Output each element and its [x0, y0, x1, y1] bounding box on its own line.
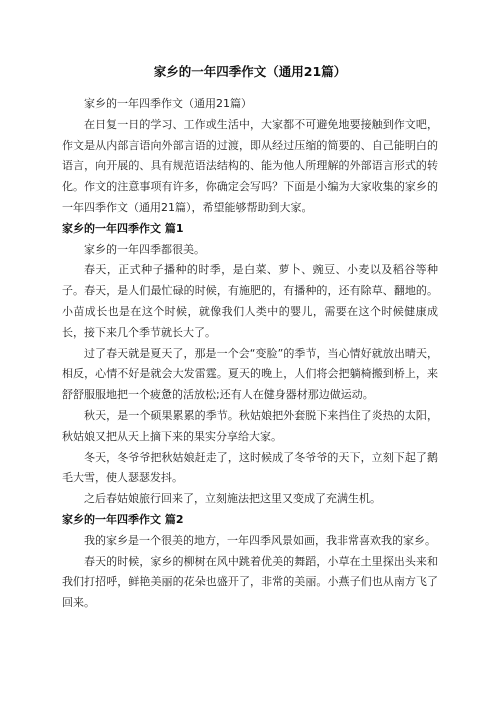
body-paragraph: 之后春姑娘旅行回来了，立刻施法把这里又变成了充满生机。 [84, 492, 381, 506]
section-heading: 家乡的一年四季作文 篇1 [62, 221, 184, 235]
intro-paragraph: 在日复一日的学习、工作或生活中，大家都不可避免地要接触到作文吧，作文是从内部言语向外部言语的过渡，即从经过压缩的简要的、自己能明白的语言，向开展的、具有规范语法结构的、能为他人所理解的外部语言形式的转化。作文的注意事项有许多，你确定会写吗？下面是小编为大家收集的家乡的一年四季作文（通用21篇），希望能够帮助到大家。 [62, 117, 438, 214]
intro-paragraph: 家乡的一年四季作文（通用21篇） [84, 97, 252, 110]
body-paragraph: 过了春天就是夏天了，那是一个会“变脸”的季节，当心情好就放出晴天，相反，心情不好是就会大发雷霆。夏天的晚上，人们将会把躺椅搬到桥上，来舒舒服服地把一个疲惫的活放松;还有人在健身器材那边做运动。 [62, 346, 438, 402]
body-paragraph: 春天，正式种子播种的时季，是白菜、萝卜、豌豆、小麦以及稻谷等种子。春天，是人们最忙碌的时候，有施肥的，有播种的，还有除草、翻地的。小苗成长也是在这个时候，就像我们人类中的婴儿，需要在这个时候健康成长，接下来几个季节就长大了。 [62, 263, 438, 339]
body-paragraph: 秋天，是一个硕果累累的季节。秋姑娘把外套脱下来挡住了炎热的太阳，秋姑娘又把从天上摘下来的果实分享给大家。 [62, 408, 438, 443]
body-paragraph: 我的家乡是一个很美的地方，一年四季风景如画，我非常喜欢我的家乡。 [84, 533, 436, 547]
document-title: 家乡的一年四季作文（通用21篇） [153, 64, 347, 79]
body-paragraph: 冬天，冬爷爷把秋姑娘赶走了，这时候成了冬爷爷的天下，立刻下起了鹅毛大雪，使人瑟瑟发抖。 [62, 450, 438, 485]
body-paragraph: 家乡的一年四季都很美。 [84, 242, 205, 256]
section-heading: 家乡的一年四季作文 篇2 [62, 512, 184, 526]
body-paragraph: 春天的时候，家乡的柳树在风中跳着优美的舞蹈，小草在土里探出头来和我们打招呼，鲜艳美丽的花朵也盛开了，非常的美丽。小燕子们也从南方飞了回来。 [62, 554, 438, 610]
